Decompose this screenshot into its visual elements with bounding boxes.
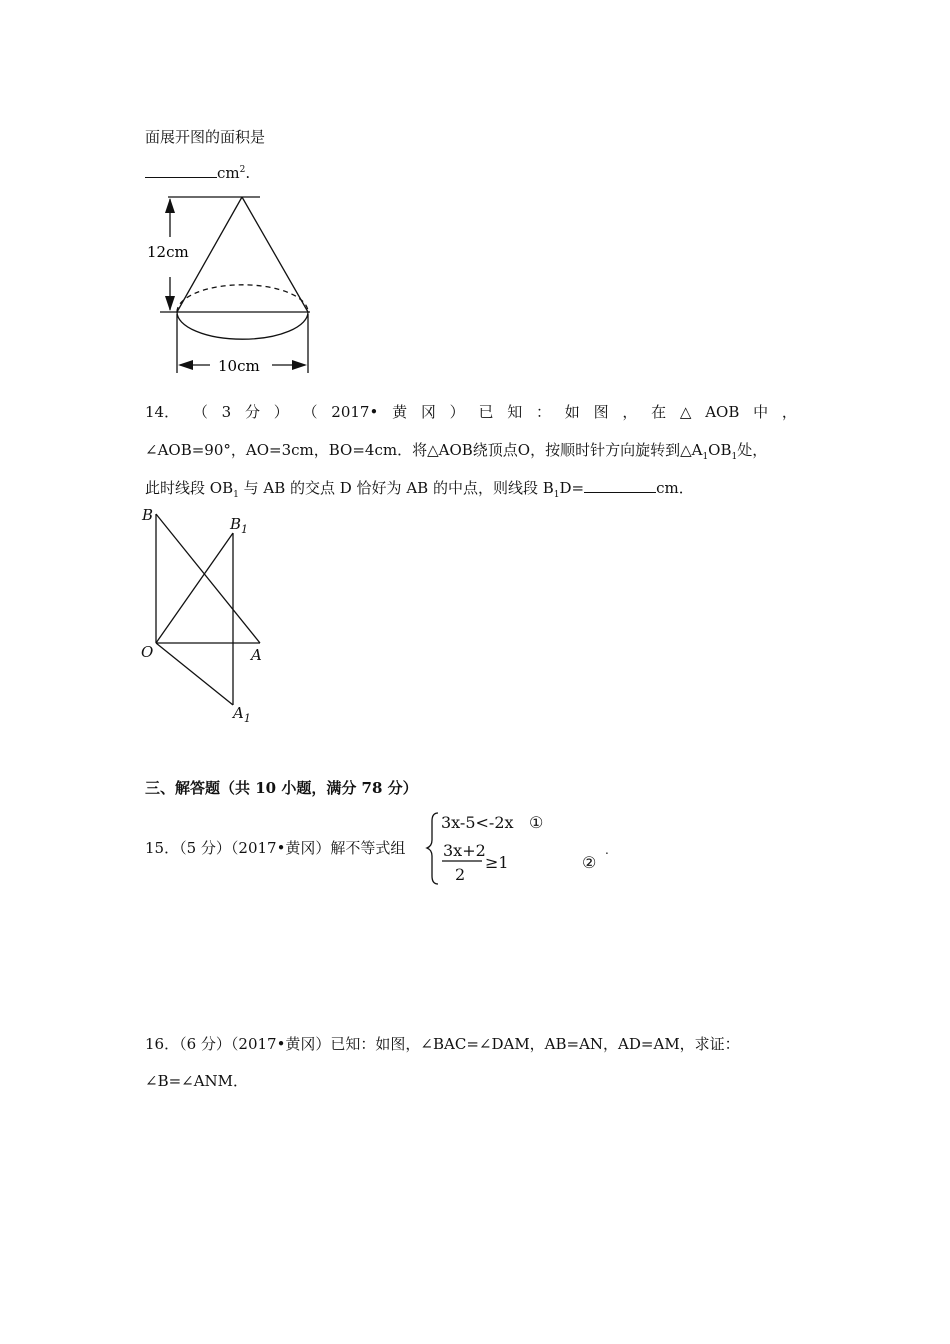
q14-word: 冈 <box>420 403 436 421</box>
ineq2-relation: ≥1 <box>485 853 509 872</box>
q14-word: （ <box>192 403 208 421</box>
label-O: O <box>141 643 154 661</box>
q14-word: ） <box>273 403 289 421</box>
label-B1-main: B <box>230 515 242 533</box>
q13-text: 面展开图的面积是 <box>145 128 266 146</box>
left-arrowhead <box>178 360 193 370</box>
q14-line2-sub1: 1 <box>702 452 709 462</box>
q14-line3-sub2: 1 <box>553 490 560 500</box>
q14-word: 已 <box>478 403 494 421</box>
q13-text-line <box>145 127 265 147</box>
q14-line3-b: 与 AB 的交点 D 恰好为 AB 的中点，则线段 B <box>238 479 554 497</box>
q13-answer-blank[interactable] <box>145 163 217 178</box>
q14-word: 2017• <box>331 403 379 421</box>
q14-word: ） <box>449 403 465 421</box>
q14-line2 <box>145 440 767 467</box>
ineq1-mark: ① <box>529 813 544 832</box>
label-A: A <box>251 646 262 664</box>
q14-word: ， <box>781 403 797 421</box>
q14-word: ： <box>536 403 552 421</box>
label-A1-main: A <box>233 704 244 722</box>
q13-end: . <box>245 164 251 182</box>
diameter-label: 10cm <box>218 357 260 375</box>
segment-OA1 <box>156 643 233 705</box>
label-B: B <box>142 506 154 524</box>
segment-OB1 <box>156 533 233 643</box>
q16-line2: ∠B=∠ANM． <box>145 1072 249 1090</box>
cone-right-edge <box>242 197 308 312</box>
ineq1: 3x-5<-2x <box>441 813 514 832</box>
q14-word: AOB <box>705 403 740 421</box>
height-label: 12cm <box>147 243 189 261</box>
label-B1-sub: 1 <box>241 523 249 536</box>
q15-inequality-system <box>425 808 620 890</box>
q14-word: 如 <box>564 403 580 421</box>
q15-text: 15．（5 分）（2017•黄冈）解不等式组 <box>145 839 406 857</box>
q14-word: ， <box>622 403 638 421</box>
q14-line2-sub2: 1 <box>731 452 738 462</box>
q14-word: 图 <box>593 403 609 421</box>
q14-line3-c: D= <box>559 479 585 497</box>
up-arrowhead <box>165 198 175 213</box>
q14-line2-b: OB <box>708 441 732 459</box>
ineq2-numerator: 3x+2 <box>443 841 486 860</box>
q14-line3-sub1: 1 <box>233 490 239 500</box>
right-arrowhead <box>292 360 307 370</box>
q14-unit: cm． <box>656 479 694 497</box>
q13-unit: cm <box>217 164 240 182</box>
q14-line3-a: 此时线段 OB <box>145 479 234 497</box>
cone-figure <box>140 185 330 380</box>
q13-unit-sup: 2 <box>239 165 246 175</box>
q14-line2-a: ∠AOB=90°，AO=3cm，BO=4cm．将△AOB绕顶点O，按顺时针方向旋转到△A <box>145 441 703 459</box>
cone-base-front <box>177 312 308 339</box>
label-B1 <box>229 515 248 536</box>
q14-line1 <box>145 402 797 422</box>
q14-line2-c: 处， <box>737 441 768 459</box>
triangle-figure <box>135 500 275 730</box>
q14-word: 在 <box>651 403 667 421</box>
ineq2-mark: ② <box>582 853 597 872</box>
cone-base-back <box>177 285 308 312</box>
down-arrowhead <box>165 296 175 311</box>
q14-word: △ <box>679 403 692 421</box>
brace-icon <box>427 813 438 884</box>
label-A1-sub: 1 <box>243 712 251 725</box>
q14-word: 中 <box>753 403 769 421</box>
section3-title: 三、解答题（共 10 小题，满分 78 分） <box>145 779 418 797</box>
q14-answer-blank[interactable] <box>584 478 656 493</box>
q14-word: 14． <box>145 403 180 421</box>
ineq-end-period: . <box>605 843 609 857</box>
q16-line1: 16．（6 分）（2017•黄冈）已知：如图，∠BAC=∠DAM，AB=AN，AD=AM，求证： <box>145 1035 740 1053</box>
ineq2-denominator: 2 <box>455 865 466 884</box>
q13-answer-line <box>145 160 250 183</box>
q14-word: 黄 <box>392 403 408 421</box>
q14-word: 分 <box>244 403 260 421</box>
q14-word: 3 <box>221 403 232 421</box>
q14-word: （ <box>302 403 318 421</box>
q14-word: 知 <box>507 403 523 421</box>
label-A1 <box>231 704 251 725</box>
